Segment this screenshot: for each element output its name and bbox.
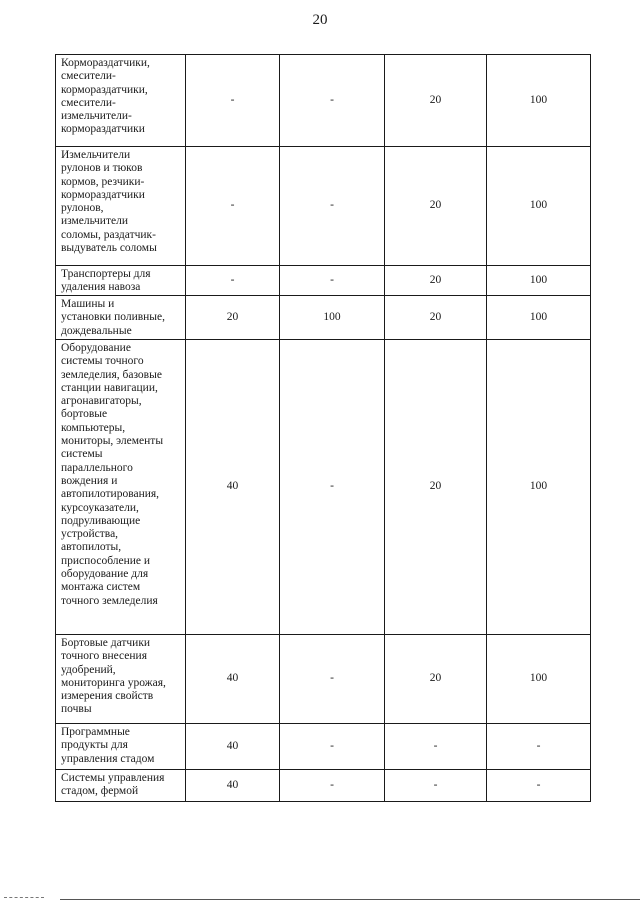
- equipment-name-cell: [56, 296, 186, 340]
- value-cell-col2: -: [280, 770, 385, 802]
- table-row: [56, 147, 591, 266]
- value-cell-col1: -: [186, 266, 280, 296]
- value-cell-col1: 20: [186, 296, 280, 340]
- value-cell-col2: -: [280, 147, 385, 266]
- equipment-name-cell: [56, 266, 186, 296]
- equipment-name: Бортовые датчики точного внесения удобрений, мониторинга урожая, измерения свойств почвы: [61, 637, 166, 716]
- value-cell-col1: 40: [186, 340, 280, 635]
- equipment-name: Системы управления стадом, фермой: [61, 772, 165, 798]
- value-cell-col4: 100: [487, 635, 591, 724]
- table-row: [56, 635, 591, 724]
- value-cell-col4: 100: [487, 55, 591, 147]
- equipment-name: Измельчители рулонов и тюков кормов, резчики- кормораздатчики рулонов, измельчители соломы, раздатчик- выдуватель соломы: [61, 149, 157, 255]
- scan-edge-mark: [4, 897, 44, 901]
- equipment-name: Машины и установки поливные, дождевальные: [61, 298, 166, 337]
- equipment-name: Кормораздатчики, смесители- кормораздатчики, смесители- измельчители- кормораздатчики: [61, 57, 150, 136]
- value-cell-col2: 100: [280, 296, 385, 340]
- value-cell-col3: -: [385, 724, 487, 770]
- equipment-name-cell: [56, 635, 186, 724]
- value-cell-col2: -: [280, 340, 385, 635]
- bottom-scan-line: [60, 899, 640, 900]
- value-cell-col4: -: [487, 724, 591, 770]
- value-cell-col2: -: [280, 724, 385, 770]
- value-cell-col3: 20: [385, 635, 487, 724]
- value-cell-col2: -: [280, 635, 385, 724]
- equipment-name-cell: [56, 147, 186, 266]
- value-cell-col3: 20: [385, 147, 487, 266]
- value-cell-col3: 20: [385, 55, 487, 147]
- table-row: [56, 55, 591, 147]
- equipment-name-cell: [56, 340, 186, 635]
- value-cell-col3: 20: [385, 266, 487, 296]
- value-cell-col4: 100: [487, 266, 591, 296]
- page-number: 20: [312, 12, 328, 28]
- equipment-name: Транспортеры для удаления навоза: [61, 268, 151, 294]
- table-row: [56, 340, 591, 635]
- value-cell-col2: -: [280, 266, 385, 296]
- equipment-name: Программные продукты для управления стадом: [61, 726, 155, 765]
- value-cell-col3: 20: [385, 296, 487, 340]
- equipment-name-cell: [56, 724, 186, 770]
- value-cell-col3: 20: [385, 340, 487, 635]
- value-cell-col4: -: [487, 770, 591, 802]
- equipment-name-cell: [56, 55, 186, 147]
- value-cell-col4: 100: [487, 147, 591, 266]
- equipment-name-cell: [56, 770, 186, 802]
- table-row: [56, 296, 591, 340]
- value-cell-col1: 40: [186, 770, 280, 802]
- value-cell-col1: 40: [186, 724, 280, 770]
- equipment-name: Оборудование системы точного земледелия, базовые станции навигации, агронавигаторы, бортовые компьютеры, мониторы, элементы системы параллельного вождения и автопилотирования, курсоуказатели, подруливающие устройства, автопилоты, приспособление и оборудование для монтажа систем точного земледелия: [61, 342, 164, 607]
- equipment-table: [55, 54, 591, 802]
- table-row: [56, 266, 591, 296]
- value-cell-col4: 100: [487, 340, 591, 635]
- value-cell-col4: 100: [487, 296, 591, 340]
- value-cell-col2: -: [280, 55, 385, 147]
- value-cell-col1: 40: [186, 635, 280, 724]
- table-row: [56, 724, 591, 770]
- value-cell-col3: -: [385, 770, 487, 802]
- value-cell-col1: -: [186, 55, 280, 147]
- value-cell-col1: -: [186, 147, 280, 266]
- table-row: [56, 770, 591, 802]
